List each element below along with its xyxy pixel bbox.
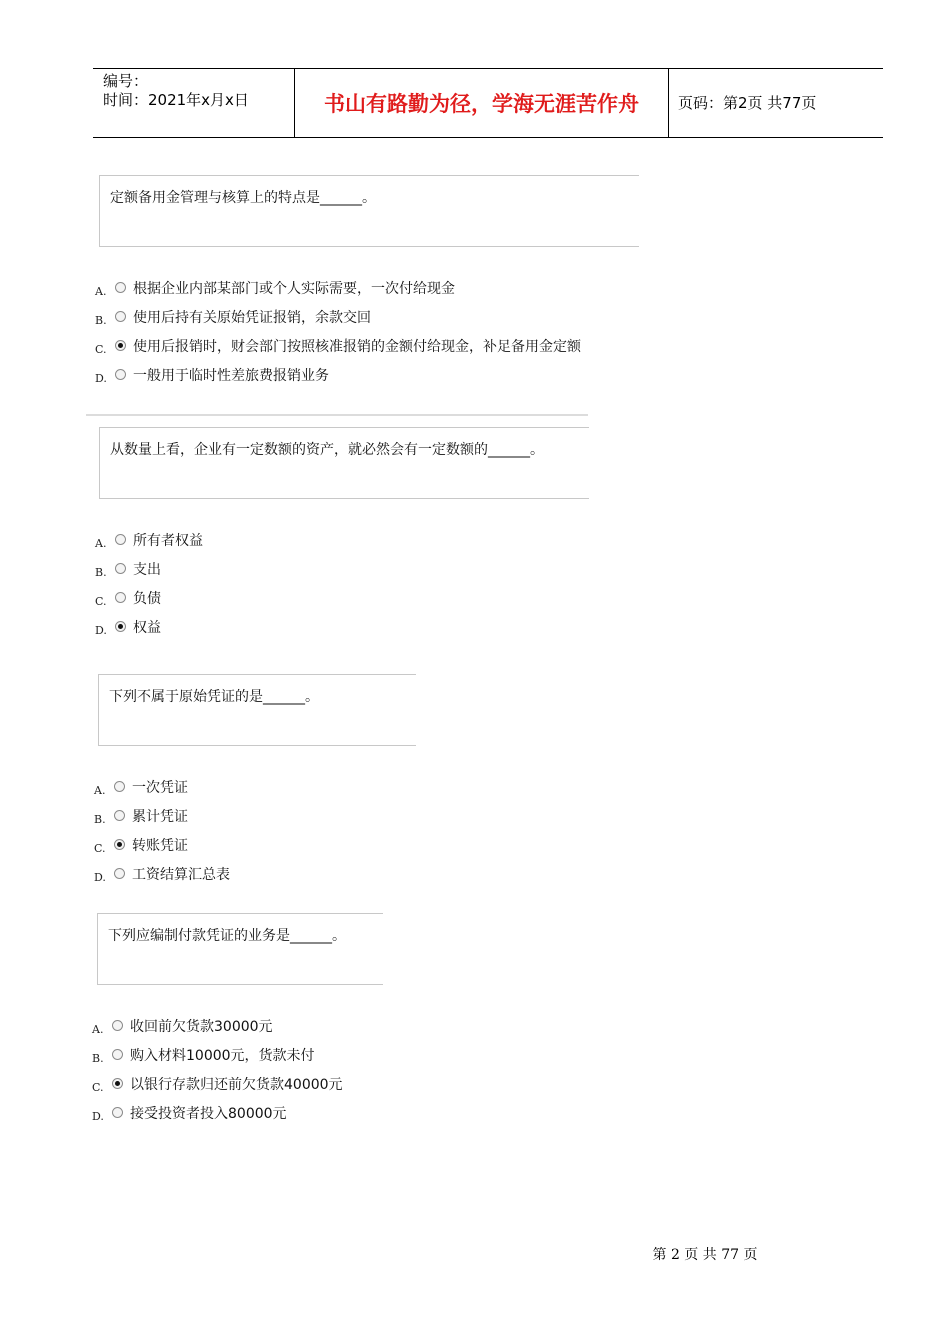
header-meta-cell <box>93 69 294 137</box>
option-letter: D. <box>95 372 107 385</box>
radio-button-selected[interactable] <box>112 1078 123 1089</box>
option-letter: B. <box>94 813 106 826</box>
option-letter: B. <box>92 1052 104 1065</box>
option-letter: A. <box>95 537 107 550</box>
option-letter: C. <box>92 1081 104 1094</box>
option-letter: B. <box>95 566 107 579</box>
option-label: 权益 <box>133 620 161 636</box>
radio-button[interactable] <box>114 781 125 792</box>
radio-button[interactable] <box>115 592 126 603</box>
motto: 书山有路勤为径，学海无涯苦作舟 <box>324 92 639 116</box>
option-label: 所有者权益 <box>133 533 203 549</box>
question-text: 下列应编制付款凭证的业务是______。 <box>108 928 346 944</box>
question-box <box>97 913 383 985</box>
page-footer: 第 2 页 共 77 页 <box>652 1247 758 1263</box>
radio-button-selected[interactable] <box>115 621 126 632</box>
radio-button[interactable] <box>115 369 126 380</box>
page-info: 页码：第2页 共77页 <box>678 94 817 112</box>
header-motto-cell <box>294 69 669 137</box>
option-label: 以银行存款归还前欠货款40000元 <box>130 1077 343 1093</box>
option-letter: C. <box>95 343 107 356</box>
option-label: 工资结算汇总表 <box>132 867 230 883</box>
radio-button-selected[interactable] <box>115 340 126 351</box>
option-label: 支出 <box>133 562 161 578</box>
option-label: 一般用于临时性差旅费报销业务 <box>133 368 329 384</box>
option-letter: D. <box>95 624 107 637</box>
question-box <box>98 674 416 746</box>
divider <box>86 414 588 416</box>
option-letter: A. <box>92 1023 104 1036</box>
question-box <box>99 427 589 499</box>
radio-button-selected[interactable] <box>114 839 125 850</box>
radio-button[interactable] <box>112 1107 123 1118</box>
time-label: 时间：2021年x月x日 <box>103 91 249 109</box>
option-label: 购入材料10000元，货款未付 <box>130 1048 315 1064</box>
option-label: 一次凭证 <box>132 780 188 796</box>
radio-button[interactable] <box>115 534 126 545</box>
option-label: 收回前欠货款30000元 <box>130 1019 273 1035</box>
question-text: 下列不属于原始凭证的是______。 <box>109 689 319 705</box>
option-letter: C. <box>94 842 106 855</box>
option-letter: C. <box>95 595 107 608</box>
radio-button[interactable] <box>115 563 126 574</box>
option-letter: D. <box>92 1110 104 1123</box>
option-label: 使用后报销时，财会部门按照核准报销的金额付给现金，补足备用金定额 <box>133 339 581 355</box>
question-box <box>99 175 639 247</box>
radio-button[interactable] <box>115 282 126 293</box>
question-text: 从数量上看，企业有一定数额的资产，就必然会有一定数额的______。 <box>110 442 544 458</box>
radio-button[interactable] <box>115 311 126 322</box>
option-letter: D. <box>94 871 106 884</box>
option-label: 转账凭证 <box>132 838 188 854</box>
radio-button[interactable] <box>112 1020 123 1031</box>
radio-button[interactable] <box>114 868 125 879</box>
option-label: 负债 <box>133 591 161 607</box>
radio-button[interactable] <box>112 1049 123 1060</box>
document-header <box>93 68 883 138</box>
option-letter: A. <box>95 285 107 298</box>
option-label: 接受投资者投入80000元 <box>130 1106 287 1122</box>
option-label: 根据企业内部某部门或个人实际需要，一次付给现金 <box>133 281 455 297</box>
question-text: 定额备用金管理与核算上的特点是______。 <box>110 190 376 206</box>
option-letter: A. <box>94 784 106 797</box>
option-letter: B. <box>95 314 107 327</box>
header-page-cell <box>668 69 883 137</box>
option-label: 使用后持有关原始凭证报销，余款交回 <box>133 310 371 326</box>
radio-button[interactable] <box>114 810 125 821</box>
number-label: 编号： <box>103 72 149 90</box>
option-label: 累计凭证 <box>132 809 188 825</box>
